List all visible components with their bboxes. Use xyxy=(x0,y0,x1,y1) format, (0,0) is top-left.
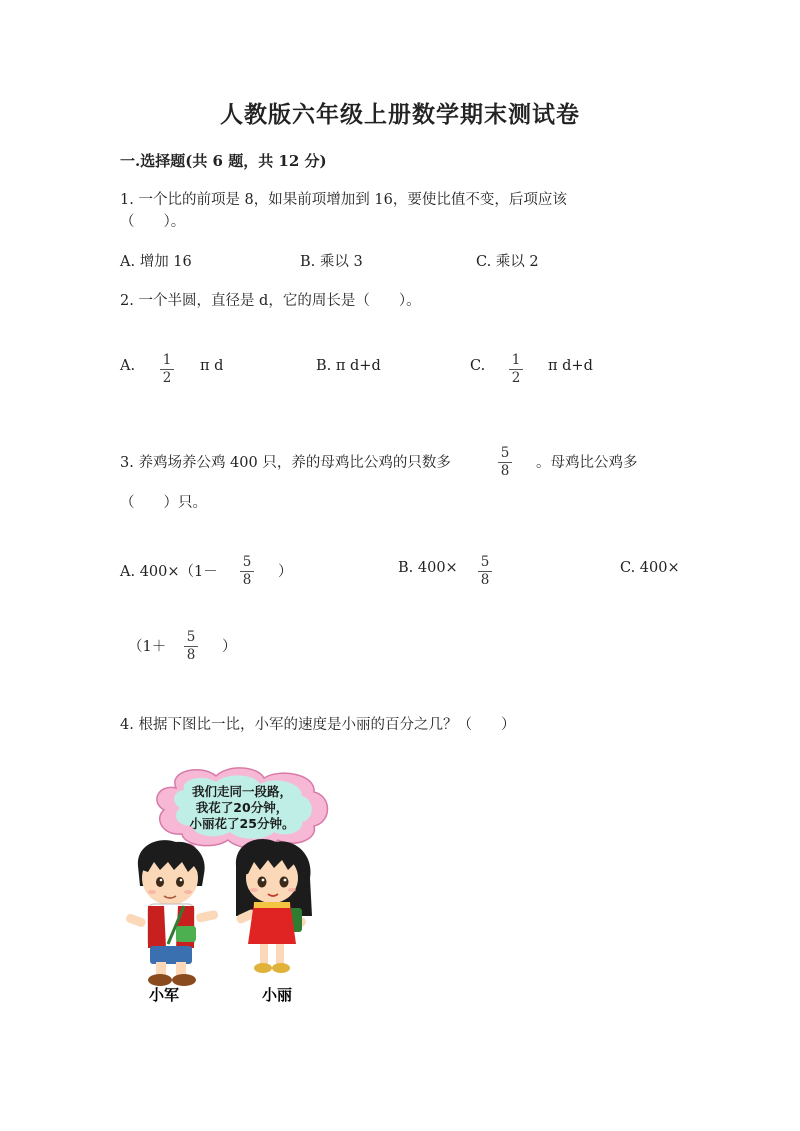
question-3-option-a-end: ） xyxy=(278,564,293,580)
question-1-option-a: A. 增加 16 xyxy=(120,254,192,270)
boy-name-label: 小军 xyxy=(148,986,180,1004)
fraction-denominator: 8 xyxy=(186,647,196,663)
fraction-one-half xyxy=(160,353,174,386)
question-3-blank: （ ）只。 xyxy=(120,495,207,511)
question-1-text: 1. 一个比的前项是 8，如果前项增加到 16，要使比值不变，后项应该 xyxy=(120,192,567,208)
boy-figure xyxy=(125,840,219,986)
question-2-option-a-label: A. xyxy=(120,358,136,374)
fraction-numerator: 5 xyxy=(186,629,196,645)
fraction-five-eighths xyxy=(240,555,254,588)
question-3-option-a-start: A. 400×（1－ xyxy=(120,564,218,580)
fraction-five-eighths xyxy=(498,446,512,479)
fraction-five-eighths xyxy=(184,630,198,663)
question-3-text-end: 。母鸡比公鸡多 xyxy=(536,455,638,471)
question-2-option-c-text: π d+d xyxy=(548,358,593,374)
page-title: 人教版六年级上册数学期末测试卷 xyxy=(220,101,580,128)
question-3-option-c-continued: （1＋ xyxy=(128,639,167,655)
illustration-svg xyxy=(118,766,338,1016)
question-2-option-b: B. π d+d xyxy=(316,358,381,374)
fraction-one-half xyxy=(509,353,523,386)
fraction-denominator: 2 xyxy=(511,370,521,386)
section-heading: 一.选择题(共 6 题，共 12 分) xyxy=(120,152,327,170)
girl-figure xyxy=(235,839,312,973)
question-1-blank: （ ）。 xyxy=(120,214,186,230)
question-3-option-c-end: ） xyxy=(222,639,237,655)
illustration xyxy=(118,766,338,1016)
question-2-option-a-text: π d xyxy=(200,358,224,374)
question-1-option-b: B. 乘以 3 xyxy=(300,254,363,270)
bubble-line-1: 我们走同一段路， xyxy=(191,784,293,799)
question-4-text: 4. 根据下图比一比，小军的速度是小丽的百分之几？（ ） xyxy=(120,717,516,733)
fraction-five-eighths xyxy=(478,555,492,588)
question-2-text: 2. 一个半圆，直径是 d，它的周长是（ ）。 xyxy=(120,293,421,309)
fraction-numerator: 5 xyxy=(500,445,510,461)
fraction-numerator: 5 xyxy=(242,554,252,570)
fraction-numerator: 5 xyxy=(480,554,490,570)
question-1-option-c: C. 乘以 2 xyxy=(476,254,539,270)
question-3-option-b: B. 400× xyxy=(398,560,458,576)
bubble-line-3: 小丽花了25分钟。 xyxy=(189,816,295,831)
bubble-line-2: 我花了20分钟， xyxy=(195,800,289,815)
question-3-option-c: C. 400× xyxy=(620,560,680,576)
fraction-numerator: 1 xyxy=(162,352,172,368)
question-3-text-start: 3. 养鸡场养公鸡 400 只，养的母鸡比公鸡的只数多 xyxy=(120,455,451,471)
fraction-denominator: 2 xyxy=(162,370,172,386)
fraction-denominator: 8 xyxy=(500,463,510,479)
question-2-option-c-label: C. xyxy=(470,358,486,374)
girl-name-label: 小丽 xyxy=(261,986,293,1004)
fraction-numerator: 1 xyxy=(511,352,521,368)
fraction-denominator: 8 xyxy=(480,572,490,588)
fraction-denominator: 8 xyxy=(242,572,252,588)
